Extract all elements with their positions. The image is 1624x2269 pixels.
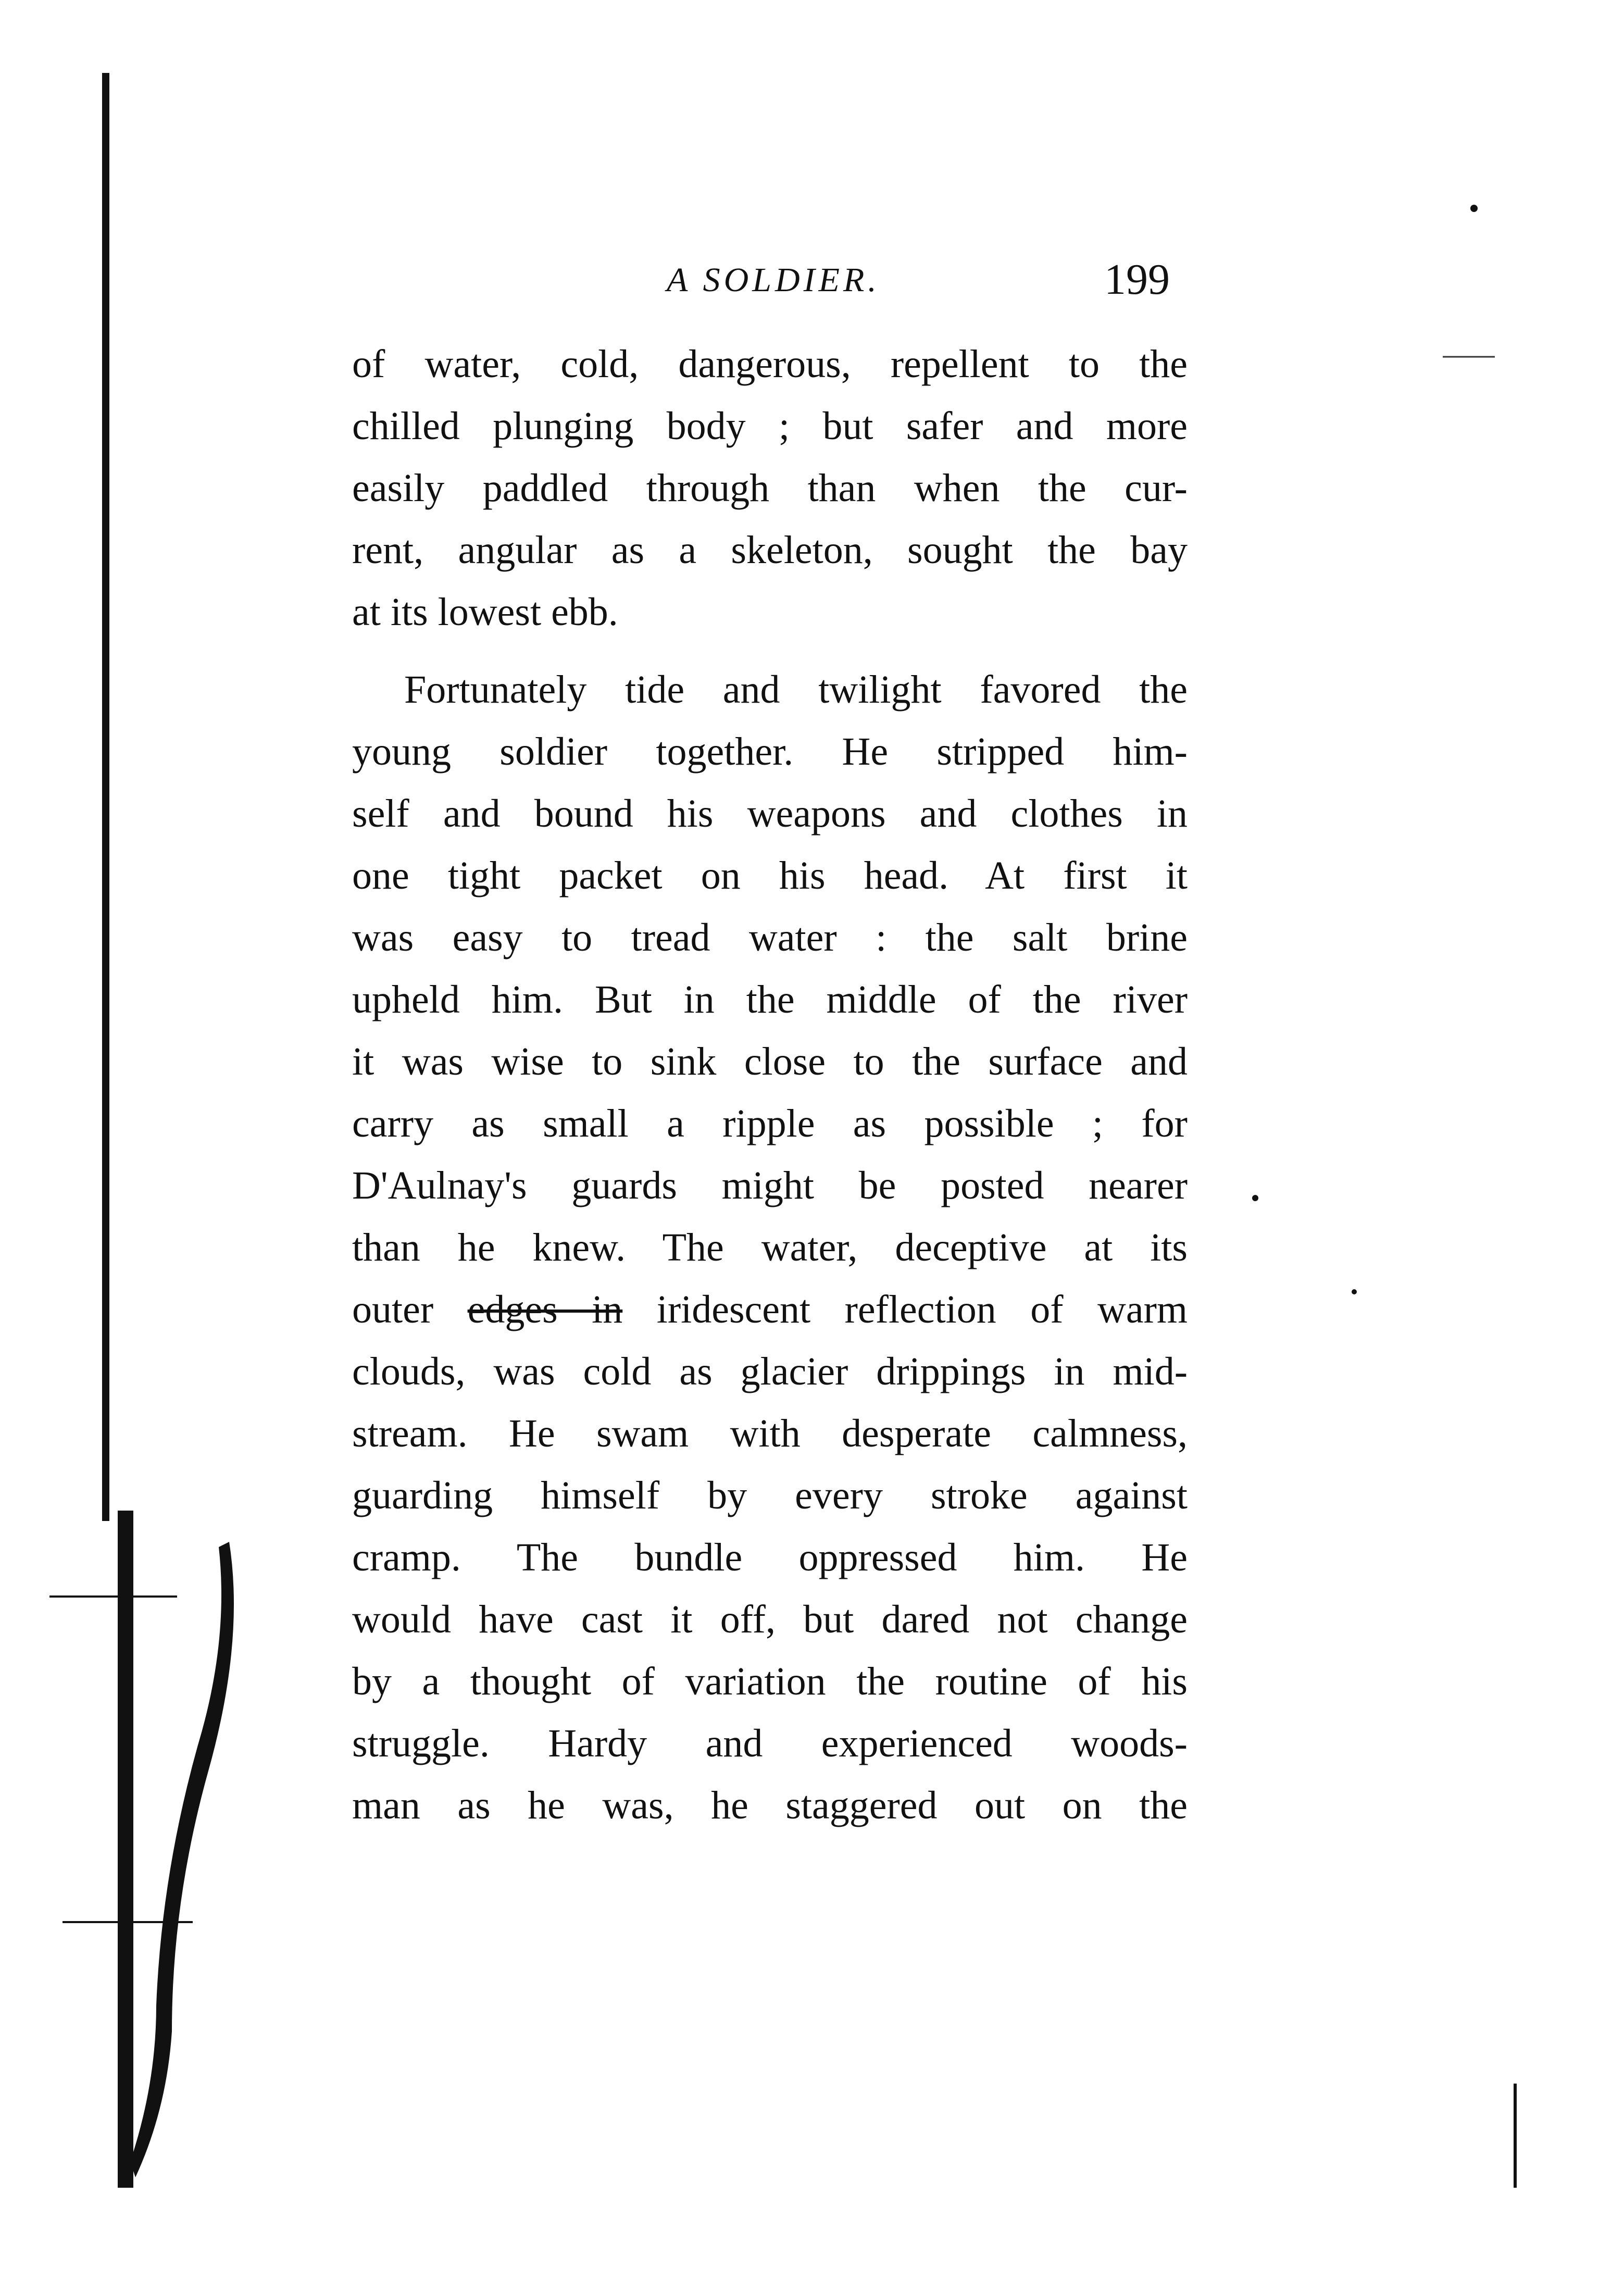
text-line: stream. He swam with desperate calmness,	[352, 1412, 1188, 1455]
right-edge-rule	[1514, 2084, 1517, 2188]
text-line: clouds, was cold as glacier drippings in mid-	[352, 1350, 1188, 1393]
text-line: man as he was, he staggered out on the	[352, 1784, 1188, 1827]
text-line: of water, cold, dangerous, repellent to the	[352, 342, 1188, 386]
text-line: easily paddled through than when the cur-	[352, 466, 1188, 510]
running-header-title: A SOLDIER.	[667, 261, 880, 299]
left-margin-rule-lower	[118, 1511, 133, 2188]
ink-dot	[1252, 1195, 1258, 1201]
text-line: it was wise to sink close to the surface and	[352, 1040, 1188, 1083]
text-line-with-strikethrough	[352, 1279, 1188, 1341]
reed-stain	[130, 1542, 234, 2177]
text-line: self and bound his weapons and clothes in	[352, 792, 1188, 836]
text-line: chilled plunging body ; but safer and more	[352, 404, 1188, 448]
text-line: upheld him. But in the middle of the river	[352, 978, 1188, 1021]
ink-dot	[1352, 1289, 1357, 1294]
left-margin-rule	[102, 73, 109, 1521]
struck-through-text: edges in	[467, 1288, 623, 1331]
text-line: at its lowest ebb.	[352, 590, 618, 634]
text-fragment: iridescent reflection of warm	[622, 1288, 1188, 1331]
text-line: than he knew. The water, deceptive at its	[352, 1226, 1188, 1269]
page-number: 199	[1104, 255, 1170, 304]
text-line: carry as small a ripple as possible ; for	[352, 1102, 1188, 1145]
text-line: rent, angular as a skeleton, sought the bay	[352, 528, 1188, 572]
ink-dot	[1470, 205, 1478, 212]
text-line: D'Aulnay's guards might be posted nearer	[352, 1164, 1188, 1207]
text-fragment: outer	[352, 1288, 468, 1331]
paragraph-gap	[352, 643, 1188, 659]
page-body-text	[352, 333, 1188, 1837]
text-line: guarding himself by every stroke against	[352, 1474, 1188, 1517]
text-line: would have cast it off, but dared not change	[352, 1598, 1188, 1641]
text-line: Fortunately tide and twilight favored the	[404, 668, 1188, 712]
text-line: cramp. The bundle oppressed him. He	[352, 1536, 1188, 1579]
text-line: one tight packet on his head. At first it	[352, 854, 1188, 897]
text-line: by a thought of variation the routine of his	[352, 1660, 1188, 1703]
text-line: struggle. Hardy and experienced woods-	[352, 1722, 1188, 1765]
text-line: young soldier together. He stripped him-	[352, 730, 1188, 774]
text-line: was easy to tread water : the salt brine	[352, 916, 1188, 959]
